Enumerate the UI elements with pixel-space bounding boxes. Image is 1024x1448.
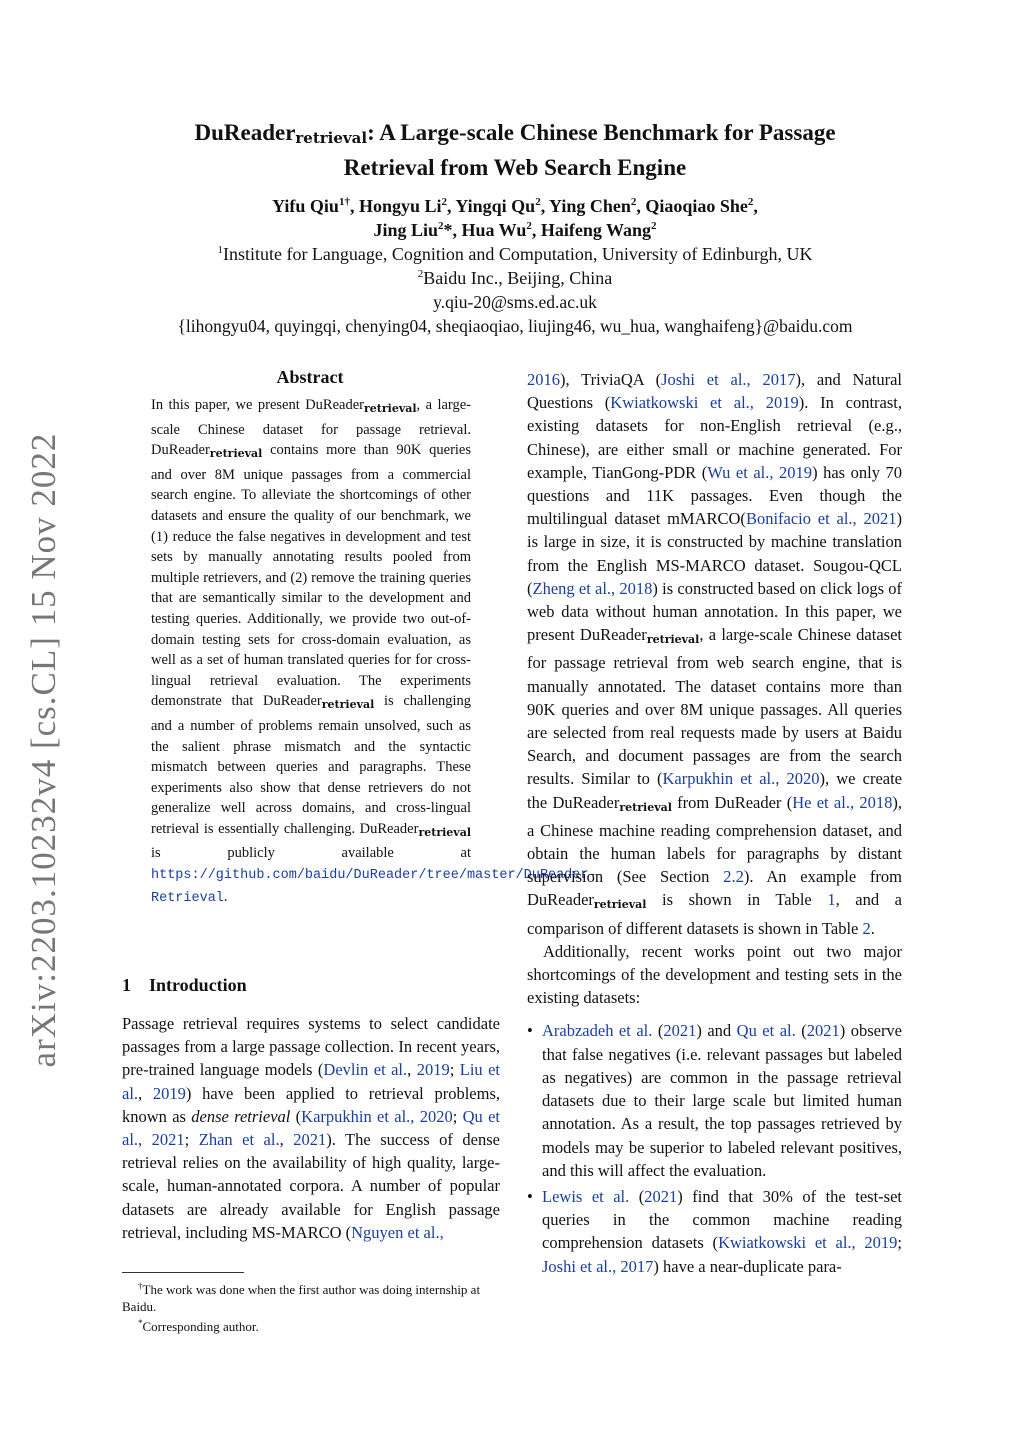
section-heading-introduction: 1 Introduction xyxy=(122,975,247,995)
right-paragraph-2: Additionally, recent works point out two major shortcomings of the development and testing sets in the existing datasets: xyxy=(527,941,902,1008)
citation-link[interactable]: Lewis et al. xyxy=(542,1186,630,1206)
footnote-divider xyxy=(122,1272,244,1273)
citation-link[interactable]: 2019 xyxy=(152,1083,186,1103)
table-link[interactable]: 1 xyxy=(827,890,836,910)
abstract-body: In this paper, we present DuReader$_{retrieval}$, a large-scale Chinese dataset for passage retrieval. DuReader$_{retrieval}$ contains more than 90K queries and over 8M unique passages from a commercial search engine. To alleviate the shortcomings of other datasets and ensure the quality of our benchmark, we (1) reduce the false negatives in development and test sets by manually annotating results pooled from multiple retrievers, and (2) remove the training queries that are semantically similar to the development and testing queries. Additionally, we provide two out-of-domain testing sets for cross-domain evaluation, as well as a set of human translated queries for for cross-lingual retrieval evaluation. The experiments demonstrate that DuReader$_{retrieval}$ is challenging and a number of problems remain unsolved, such as the salient phrase mismatch and the syntactic mismatch between queries and paragraphs. These experiments also show that dense retrievers do not generalize well across domains, and cross-lingual retrieval is essentially challenging. DuReader$_{retrieval}$ is publicly available at https://github.com/baidu/DuReader/tree/master/DuReader-Retrieval. xyxy=(151,397,597,906)
abstract-heading: Abstract xyxy=(276,367,344,387)
affiliation-1: $^1$Institute for Language, Cognition and Computation, University of Edinburgh, UK xyxy=(217,244,813,264)
email-primary: y.qiu-20@sms.ed.ac.uk xyxy=(433,292,597,312)
citation-link[interactable]: Bonifacio et al., 2021 xyxy=(745,509,897,529)
citation-link[interactable]: 2021 xyxy=(663,1021,697,1041)
citation-link[interactable]: Zhan et al. xyxy=(198,1130,280,1150)
citation-link[interactable]: 2021 xyxy=(293,1130,327,1150)
github-link[interactable]: https://github.com/baidu/DuReader/tree/master/DuReader-Retrieval xyxy=(151,868,597,906)
citation-link[interactable]: Nguyen et al., xyxy=(351,1222,444,1242)
affiliation-2: $^2$Baidu Inc., Beijing, China xyxy=(417,268,613,288)
citation-link[interactable]: Kwiatkowski et al., 2019 xyxy=(718,1233,898,1253)
citation-link[interactable]: Joshi et al., 2017 xyxy=(661,370,796,389)
citation-link[interactable]: Karpukhin et al., 2020 xyxy=(662,769,820,789)
introduction-paragraph: Passage retrieval requires systems to select candidate passages from a large passage collection. In recent years, pre-trained language models (Devlin et al., 2019; Liu et al., 2019) have been applied to retrieval problems, known as dense retrieval (Karpukhin et al., 2020; Qu et al., 2021; Zhan et al., 2021). The success of dense retrieval relies on the availability of high quality, large-scale, human-annotated corpora. A number of popular datasets are already available for English passage retrieval, including MS-MARCO (Nguyen et al., xyxy=(122,1014,500,1242)
citation-link[interactable]: 2021 xyxy=(644,1186,678,1206)
citation-link[interactable]: 2016 xyxy=(527,370,560,389)
citation-link[interactable]: 2019 xyxy=(416,1060,450,1080)
section-link[interactable]: 2.2 xyxy=(723,867,744,887)
citation-link[interactable]: Devlin et al. xyxy=(323,1060,408,1080)
paper-header xyxy=(110,118,920,338)
right-paragraph-1: 2016), TriviaQA (Joshi et al., 2017), and Natural Questions (Kwiatkowski et al., 2019). In contrast, existing datasets for non-English retrieval (e.g., Chinese), are either small or machine generated. For example, TianGong-PDR (Wu et al., 2019) has only 70 questions and 11K passages. Even though the multilingual dataset mMARCO(Bonifacio et al., 2021) is large in size, it is constructed by machine translation from the English MS-MARCO dataset. Sougou-QCL (Zheng et al., 2018) is constructed based on click logs of web data without human annotation. In this paper, we present DuReader$_{retrieval}$, a large-scale Chinese dataset for passage retrieval from web search engine, that is manually annotated. The dataset contains more than 90K queries and over 8M unique passages. All queries are selected from real requests made by users at Baidu Search, and document passages are from the search results. Similar to (Karpukhin et al., 2020), we create the DuReader$_{retrieval}$ from DuReader (He et al., 2018), a Chinese machine reading comprehension dataset, and obtain the human labels for paragraphs by distant supervision (See Section 2.2). An example from DuReader$_{retrieval}$ is shown in Table 1, and a comparison of different datasets is shown in Table 2. xyxy=(527,370,903,938)
list-item: • Arabzadeh et al. (2021) and Qu et al. (2021) observe that false negatives (i.e. relevant passages but labeled as negatives) are common in the passage retrieval datasets due to their large scale but limited human annotation. As a result, the top passages retrieved by models may be superior to labeled relevant positives, and this will affect the evaluation. xyxy=(527,1019,902,1181)
list-item: • Lewis et al. (2021) find that 30% of the test-set queries in the common machine reading comprehension datasets (Kwiatkowski et al., 2019; Joshi et al., 2017) have a near-duplicate para- xyxy=(527,1185,902,1278)
citation-link[interactable]: Zheng et al., 2018 xyxy=(532,578,653,598)
right-column xyxy=(527,368,902,1281)
arxiv-sidebar xyxy=(16,432,72,1068)
citation-link[interactable]: Liu et al. xyxy=(122,1060,500,1103)
citation-link[interactable]: Kwiatkowski et al., 2019 xyxy=(610,393,799,413)
paper-title: DuReader$_{retrieval}$: A Large-scale Chinese Benchmark for Passage Retrieval from Web Search Engine xyxy=(194,120,836,180)
footnotes: †The work was done when the first author was doing internship at Baidu. *Corresponding author. xyxy=(122,1281,481,1334)
shortcomings-list xyxy=(527,1019,902,1277)
author-list: Yifu Qiu$^{1\dagger}$, Hongyu Li$^2$, Yingqi Qu$^2$, Ying Chen$^2$, Qiaoqiao She$^2$, Jing Liu$^2$*, Hua Wu$^2$, Haifeng Wang$^2$ xyxy=(272,196,758,240)
citation-link[interactable]: Arabzadeh et al. xyxy=(542,1021,653,1041)
citation-link[interactable]: Karpukhin et al., 2020 xyxy=(301,1106,453,1126)
citation-link[interactable]: He et al., 2018 xyxy=(792,792,893,812)
table-link[interactable]: 2 xyxy=(862,918,871,938)
arxiv-identifier: arXiv:2203.10232v4 [cs.CL] 15 Nov 2022 xyxy=(24,432,63,1068)
citation-link[interactable]: Joshi et al., 2017 xyxy=(542,1256,654,1276)
citation-link[interactable]: Wu et al., 2019 xyxy=(707,462,813,482)
citation-link[interactable]: Qu et al. xyxy=(736,1021,796,1041)
citation-link[interactable]: Qu et al., 2021 xyxy=(122,1106,500,1150)
citation-link[interactable]: 2021 xyxy=(806,1021,840,1041)
email-list: {lihongyu04, quyingqi, chenying04, sheqiaoqiao, liujing46, wu_hua, wanghaifeng}@baidu.com xyxy=(177,316,853,336)
